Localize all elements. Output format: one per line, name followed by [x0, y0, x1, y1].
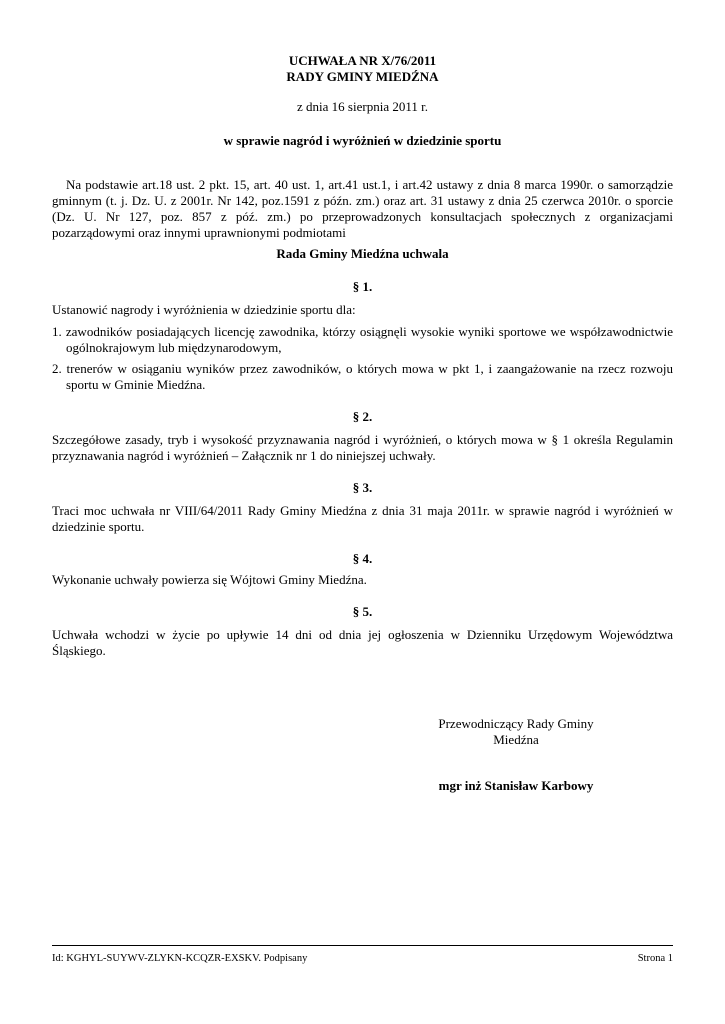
section-1-heading: § 1. — [352, 279, 373, 294]
page-number: Strona 1 — [637, 953, 673, 964]
section-2-heading: § 2. — [352, 409, 373, 424]
resolution-subject: w sprawie nagród i wyróżnień w dziedzinie sportu — [223, 133, 502, 148]
resolution-number: UCHWAŁA NR X/76/2011 — [288, 53, 437, 68]
section-1-text: Ustanowić nagrody i wyróżnienia w dziedzinie sportu dla: — [52, 302, 356, 317]
signature-name: mgr inż Stanisław Karbowy — [438, 778, 594, 793]
section-5-heading: § 5. — [352, 604, 373, 619]
footer-divider — [52, 945, 673, 946]
document-id: Id: KGHYL-SUYWV-ZLYKN-KCQZR-EXSKV. Podpisany — [52, 953, 308, 964]
section-3-heading: § 3. — [352, 480, 373, 495]
section-2-text: Szczegółowe zasady, tryb i wysokość przyznawania nagród i wyróżnień, o których mowa w § 1 określa Regulamin przyznawania nagród i wyróżnień – Załącznik nr 1 do niniejszej uchwały. — [52, 432, 673, 463]
section-4-text: Wykonanie uchwały powierza się Wójtowi Gminy Miedźna. — [52, 572, 367, 587]
section-5-text: Uchwała wchodzi w życie po upływie 14 dni od dnia jej ogłoszenia w Dzienniku Urzędowym Województwa Śląskiego. — [52, 627, 673, 658]
resolves-line: Rada Gminy Miedźna uchwala — [276, 246, 449, 261]
section-4-heading: § 4. — [352, 551, 373, 566]
council-name: RADY GMINY MIEDŹNA — [286, 69, 439, 84]
section-3-text: Traci moc uchwała nr VIII/64/2011 Rady Gminy Miedźna z dnia 31 maja 2011r. w sprawie nagród i wyróżnień w dziedzinie sportu. — [52, 503, 673, 534]
legal-basis-paragraph: Na podstawie art.18 ust. 2 pkt. 15, art. 40 ust. 1, art.41 ust.1, i art.42 ustawy z dnia 8 marca 1990r. o samorządzie gminnym (t. j. Dz. U. z 2001r. Nr 142, poz.1591 z późn. zm.) oraz art. 31 ustawy z dnia 25 czerwca 2010r. o sporcie (Dz. U. Nr 127, poz. 857 z póź. zm.) po przeprowadzonych konsultacjach społecznych z organizacjami pozarządowymi oraz innymi uprawnionymi podmiotami — [52, 177, 673, 240]
signature-role-line2: Miedźna — [493, 732, 539, 747]
resolution-date: z dnia 16 sierpnia 2011 r. — [297, 99, 428, 114]
signature-role-line1: Przewodniczący Rady Gminy — [438, 716, 594, 731]
section-1-item-1: 1. zawodników posiadających licencję zawodnika, którzy osiągnęli wysokie wyniki sportowe we współzawodnictwie ogólnokrajowym lub międzynarodowym, — [52, 324, 673, 355]
section-1-item-2: 2. trenerów w osiąganiu wyników przez zawodników, o których mowa w pkt 1, i zaangażowanie na rzecz rozwoju sportu w Gminie Miedźna. — [52, 361, 673, 392]
